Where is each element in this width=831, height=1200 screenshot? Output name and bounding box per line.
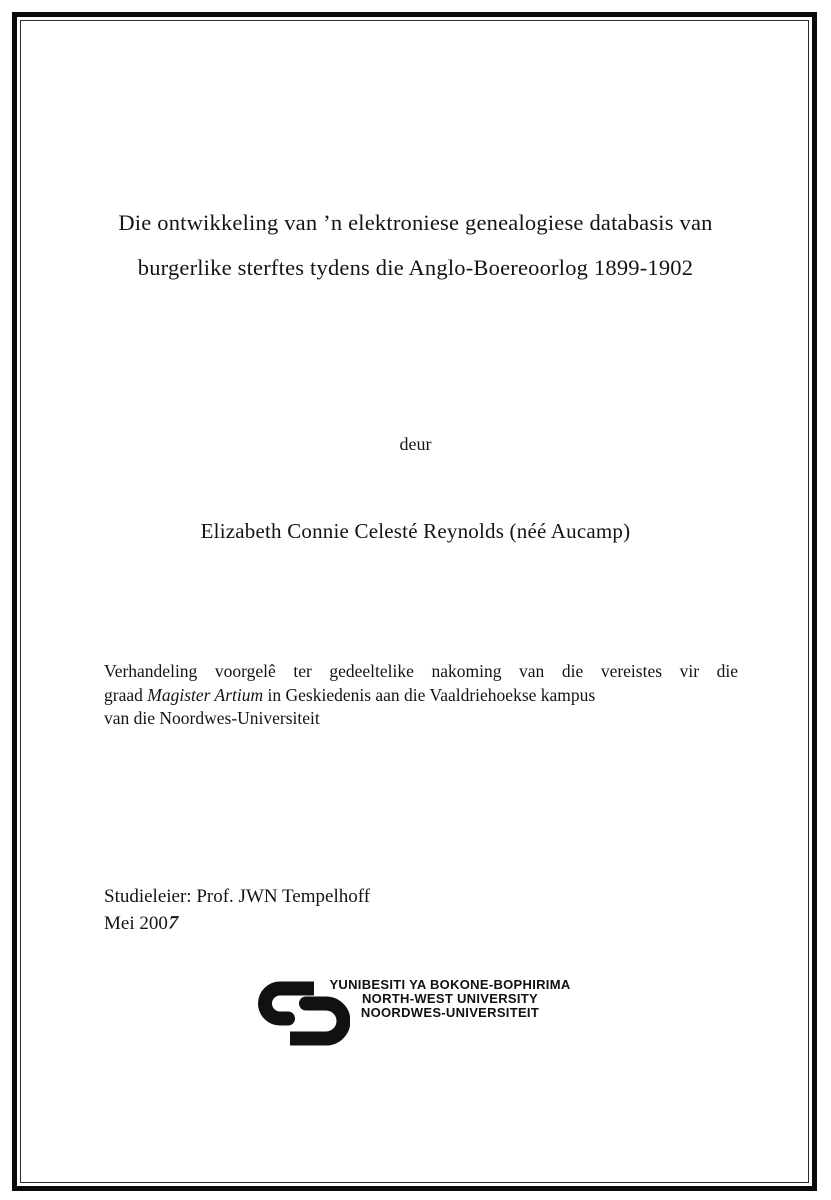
date-last-digit: 7 xyxy=(165,912,181,933)
thesis-title-line-2: burgerlike sterftes tydens die Anglo-Boereoorlog 1899-1902 xyxy=(137,255,694,280)
degree-declaration xyxy=(104,660,738,731)
university-wordmark xyxy=(320,978,580,1021)
thesis-title xyxy=(0,200,831,290)
declaration-line-2-post: in Geskiedenis aan die Vaaldriehoekse kampus xyxy=(263,684,596,705)
supervisor-line: Studieleier: Prof. JWN Tempelhoff xyxy=(104,886,371,907)
supervisor-block xyxy=(104,884,370,937)
byline-deur: deur xyxy=(399,434,432,454)
author-name: Elizabeth Connie Celesté Reynolds (néé Aucamp) xyxy=(200,519,631,543)
declaration-line-3: van die Noordwes-Universiteit xyxy=(104,708,320,729)
university-name-afrikaans: NOORDWES-UNIVERSITEIT xyxy=(360,1005,540,1021)
university-logo xyxy=(256,975,586,1055)
date-line xyxy=(104,911,370,938)
date-prefix: Mei 200 xyxy=(104,912,168,934)
declaration-line-1: Verhandeling voorgelê ter gedeeltelike nakoming van die vereistes vir die xyxy=(104,661,738,681)
thesis-title-line-1: Die ontwikkeling van ’n elektroniese genealogiese databasis van xyxy=(118,210,713,235)
university-name-setswana: YUNIBESITI YA BOKONE-BOPHIRIMA xyxy=(329,977,571,992)
university-name-english: NORTH-WEST UNIVERSITY xyxy=(361,991,539,1007)
declaration-line-2 xyxy=(104,684,738,708)
declaration-line-2-pre: graad xyxy=(104,684,148,705)
degree-name-italic: Magister Artium xyxy=(147,684,264,705)
